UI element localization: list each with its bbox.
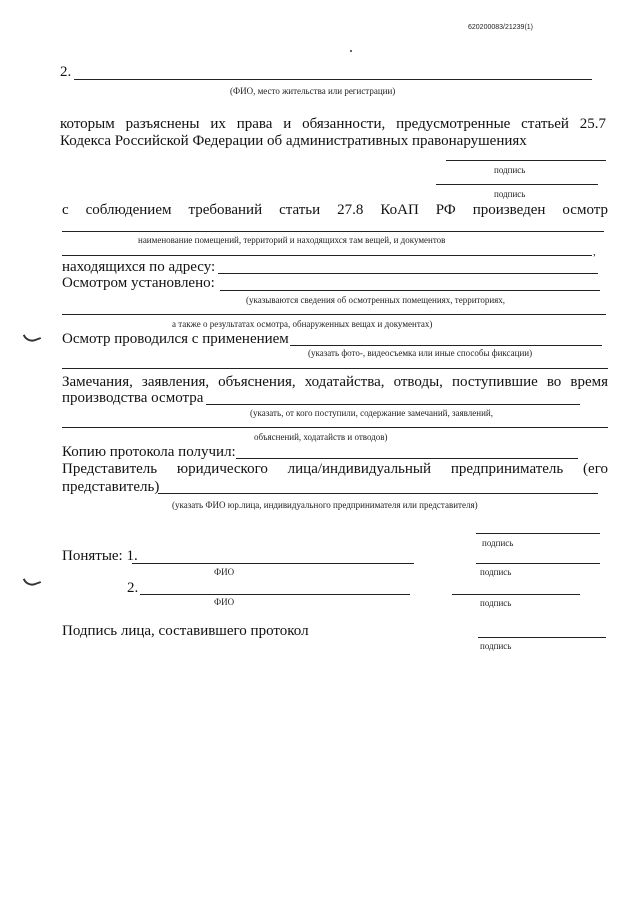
established-hint-1: (указываются сведения об осмотренных помещениях, территориях,: [246, 295, 506, 305]
established-hint-2: а также о результатах осмотра, обнаруженных вещах и документах): [172, 319, 433, 329]
representative-line-1: Представитель юридического лица/индивидуальный предприниматель (его: [62, 461, 608, 477]
remarks-line-2: производства осмотра: [62, 390, 204, 406]
remarks-fill-line[interactable]: [206, 404, 580, 405]
witness1-signature-line[interactable]: [476, 563, 600, 564]
witness2-fio-label: ФИО: [214, 597, 235, 607]
established-label: Осмотром установлено:: [62, 275, 215, 291]
remarks-fill-line-2[interactable]: [62, 427, 608, 428]
witnesses-label: Понятые: 1.: [62, 548, 138, 564]
conducted-fill-line[interactable]: [290, 345, 602, 346]
remarks-hint-2: объяснений, ходатайств и отводов): [254, 432, 388, 442]
signature-label-3: подпись: [482, 538, 514, 548]
item2-label: 2.: [60, 64, 72, 80]
signature-label-1: подпись: [494, 165, 526, 175]
compiler-signature-line[interactable]: [478, 637, 606, 638]
address-fill-line[interactable]: [218, 273, 598, 274]
rights-line-1: которым разъяснены их права и обязанности, предусмотренные статьей 25.7: [60, 116, 606, 132]
copy-received-label: Копию протокола получил:: [62, 444, 236, 460]
signature-line-2[interactable]: [436, 184, 598, 185]
remarks-line-1: Замечания, заявления, объяснения, ходатайства, отводы, поступившие во время: [62, 374, 608, 390]
copy-received-fill-line[interactable]: [236, 458, 578, 459]
margin-mark-1: [23, 330, 41, 345]
signature-label-2: подпись: [494, 189, 526, 199]
margin-mark-2: [23, 574, 41, 589]
inspection-line: с соблюдением требований статьи 27.8 КоАП РФ произведен осмотр: [62, 202, 608, 218]
address-label: находящихся по адресу:: [62, 259, 216, 275]
comma: ,: [593, 246, 596, 258]
established-fill-line[interactable]: [220, 290, 600, 291]
conducted-hint: (указать фото-, видеосъемка или иные способы фиксации): [308, 348, 533, 358]
doc-id: 620200083/21239(1): [468, 24, 534, 31]
witness1-fill-line[interactable]: [132, 563, 414, 564]
witness1-fio-label: ФИО: [214, 567, 235, 577]
rights-line-2: Кодекса Российской Федерации об административных правонарушениях: [60, 133, 527, 149]
representative-hint: (указать ФИО юр.лица, индивидуального предпринимателя или представителя): [172, 500, 478, 510]
signature-line-3[interactable]: [476, 533, 600, 534]
representative-line-2: представитель): [62, 479, 160, 495]
signature-line-1[interactable]: [446, 160, 606, 161]
fio-residence-hint: (ФИО, место жительства или регистрации): [230, 86, 396, 96]
witness1-signature-label: подпись: [480, 567, 512, 577]
premises-fill-line[interactable]: [62, 231, 604, 232]
remarks-hint-1: (указать, от кого поступили, содержание замечаний, заявлений,: [250, 408, 493, 418]
compiler-signature-label: Подпись лица, составившего протокол: [62, 623, 309, 639]
witness2-signature-line[interactable]: [452, 594, 580, 595]
representative-fill-line[interactable]: [158, 493, 598, 494]
premises-fill-line-2[interactable]: [62, 255, 592, 256]
conducted-label: Осмотр проводился с применением: [62, 331, 289, 347]
witness2-fill-line[interactable]: [140, 594, 410, 595]
speck: [350, 50, 352, 52]
conducted-fill-line-2[interactable]: [62, 368, 608, 369]
compiler-signature-hint: подпись: [480, 641, 512, 651]
item2-fill-line[interactable]: [74, 79, 592, 80]
premises-hint: наименование помещений, территорий и находящихся там вещей, и документов: [138, 235, 446, 245]
witness2-signature-label: подпись: [480, 598, 512, 608]
established-fill-line-2[interactable]: [62, 314, 606, 315]
witness2-label: 2.: [127, 580, 139, 596]
